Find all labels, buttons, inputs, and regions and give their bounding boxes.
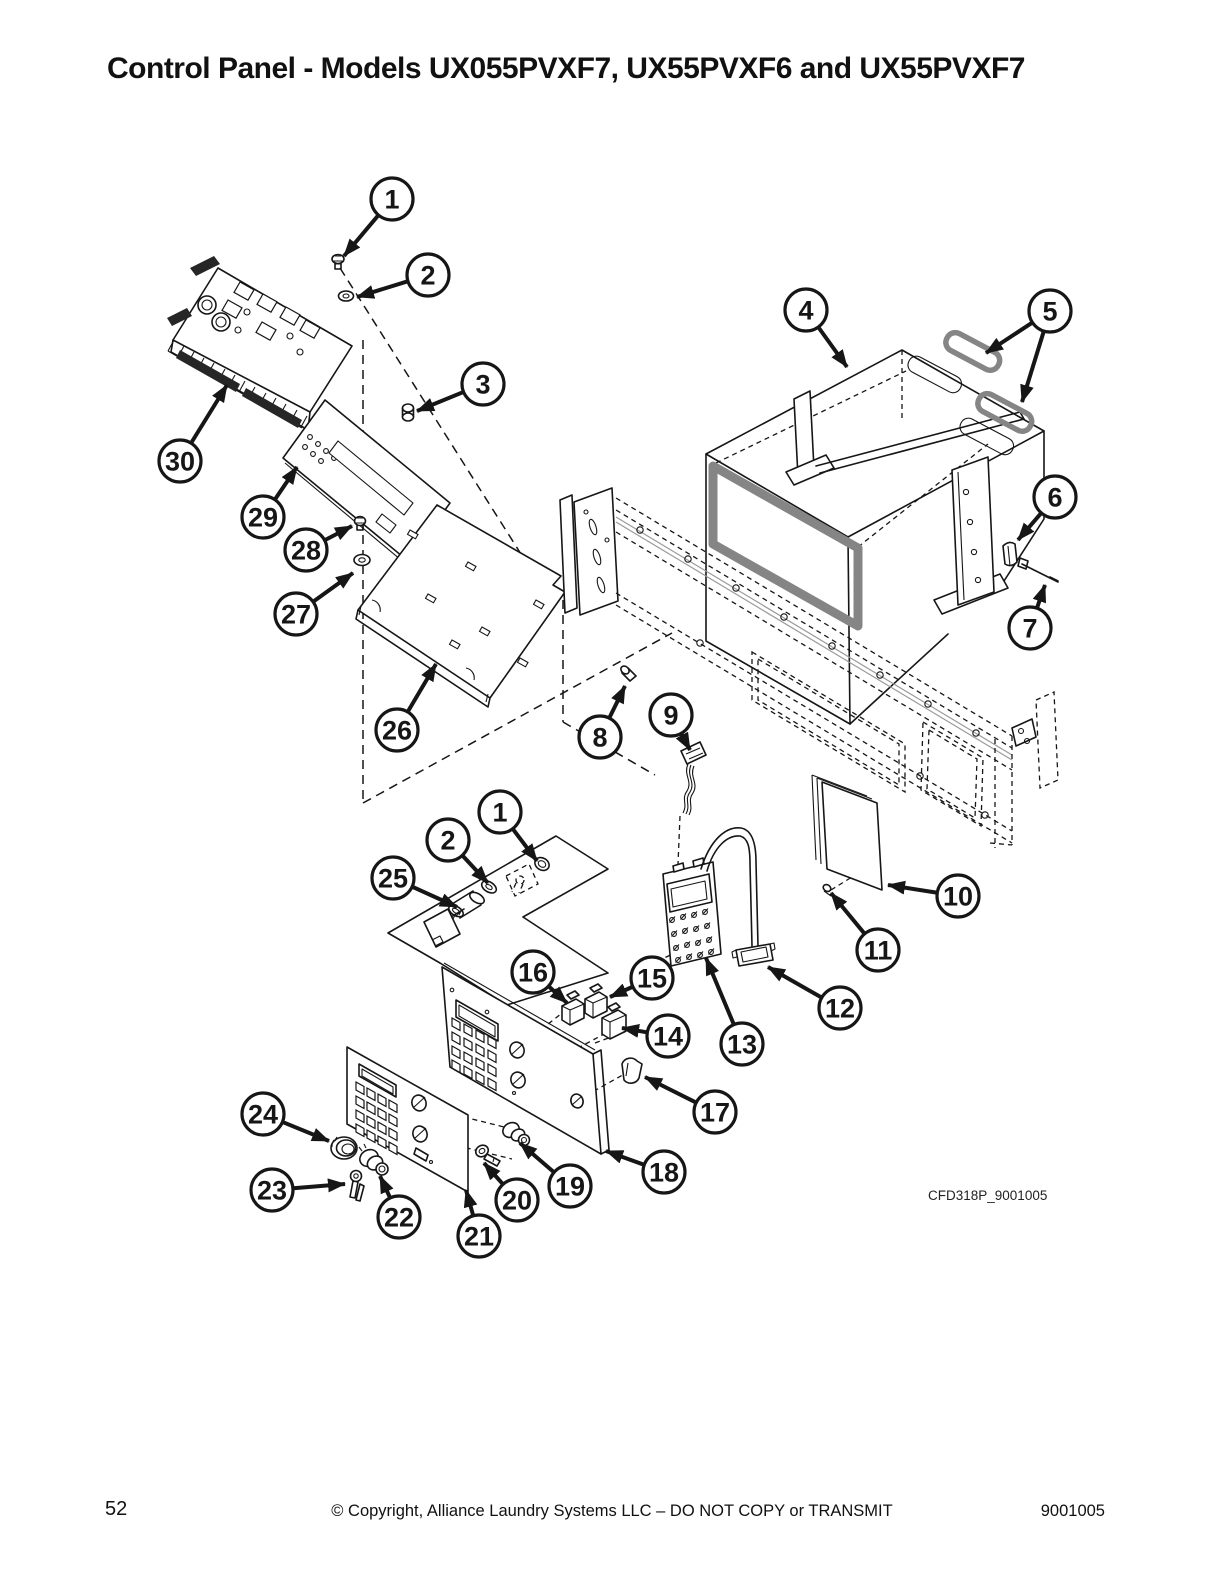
callout-2 [357,254,449,297]
part-front-membrane-panel [347,1047,468,1192]
callout-label: 6 [1047,482,1063,513]
callout-label: 3 [475,369,491,400]
callout-label: 26 [381,715,413,746]
part-wire-harness-9 [681,742,706,815]
callout-label: 8 [592,722,608,753]
callout-label: 24 [247,1099,279,1130]
figure-code: CFD318P_9001005 [928,1188,1048,1203]
callout-label: 22 [383,1202,415,1233]
callout-11 [831,893,899,971]
callout-21 [458,1190,500,1257]
part-insert-card [812,775,882,896]
callout-23 [251,1169,345,1211]
callout-label: 15 [636,963,668,994]
callout-label: 7 [1022,613,1038,644]
callout-label: 10 [942,881,974,912]
callout-label: 1 [492,797,508,828]
part-enclosure-box [706,329,1044,724]
callout-label: 25 [377,863,409,894]
callout-label: 19 [554,1171,586,1202]
callout-30 [159,385,227,482]
callout-3 [417,363,504,411]
callout-label: 4 [798,295,814,326]
callout-label: 2 [440,825,456,856]
callout-8 [579,686,625,758]
callout-label: 27 [280,599,312,630]
callout-27 [275,573,353,635]
part-keypad-mount-plate [388,836,608,1005]
callout-label: 16 [517,957,549,988]
callout-2 [427,819,488,883]
callout-label: 14 [652,1021,684,1052]
callout-label: 30 [164,446,196,477]
callout-13 [706,958,763,1065]
callout-6 [1018,476,1076,540]
callout-26 [376,664,436,751]
callout-label: 13 [726,1029,758,1060]
callout-label: 9 [663,700,679,731]
callout-10 [888,875,979,917]
page-title: Control Panel - Models UX055PVXF7, UX55PVXF6 and UX55PVXF7 [107,52,1025,85]
callout-label: 21 [463,1221,495,1252]
footer-document-number: 9001005 [1040,1502,1105,1520]
callout-7 [1009,585,1051,649]
callout-1 [479,791,537,861]
callout-22 [378,1176,420,1238]
callout-label: 20 [501,1185,533,1216]
callout-12 [768,967,861,1029]
footer-copyright: © Copyright, Alliance Laundry Systems LLC – DO NOT COPY or TRANSMIT [331,1502,893,1520]
callout-label: 2 [420,260,436,291]
callout-15 [610,957,673,999]
callout-24 [242,1093,329,1141]
callout-28 [285,526,352,571]
projection-lines [340,268,860,1159]
callout-label: 5 [1042,296,1058,327]
callout-label: 11 [863,935,893,966]
callout-17 [645,1077,736,1133]
callout-29 [242,467,297,538]
callout-label: 28 [290,535,322,566]
part-clip-and-pin [1003,542,1058,582]
part-screw-washer-standoff [332,255,414,422]
footer-page-number: 52 [105,1498,128,1520]
callout-18 [606,1151,685,1193]
callout-4 [785,289,847,367]
callout-label: 17 [699,1097,731,1128]
callout-label: 23 [256,1175,288,1206]
callout-5 [986,290,1071,402]
part-display-board [663,858,721,966]
part-button-lock-keys-left [331,1137,388,1201]
callout-1 [344,178,413,256]
callout-label: 12 [824,993,856,1024]
callout-14 [622,1015,689,1057]
callout-label: 29 [247,502,279,533]
part-clip-17 [622,1058,642,1083]
callout-label: 18 [648,1157,680,1188]
callout-label: 1 [384,184,400,215]
callout-25 [372,857,457,907]
callout-9 [650,694,692,750]
callout-20 [484,1163,538,1221]
